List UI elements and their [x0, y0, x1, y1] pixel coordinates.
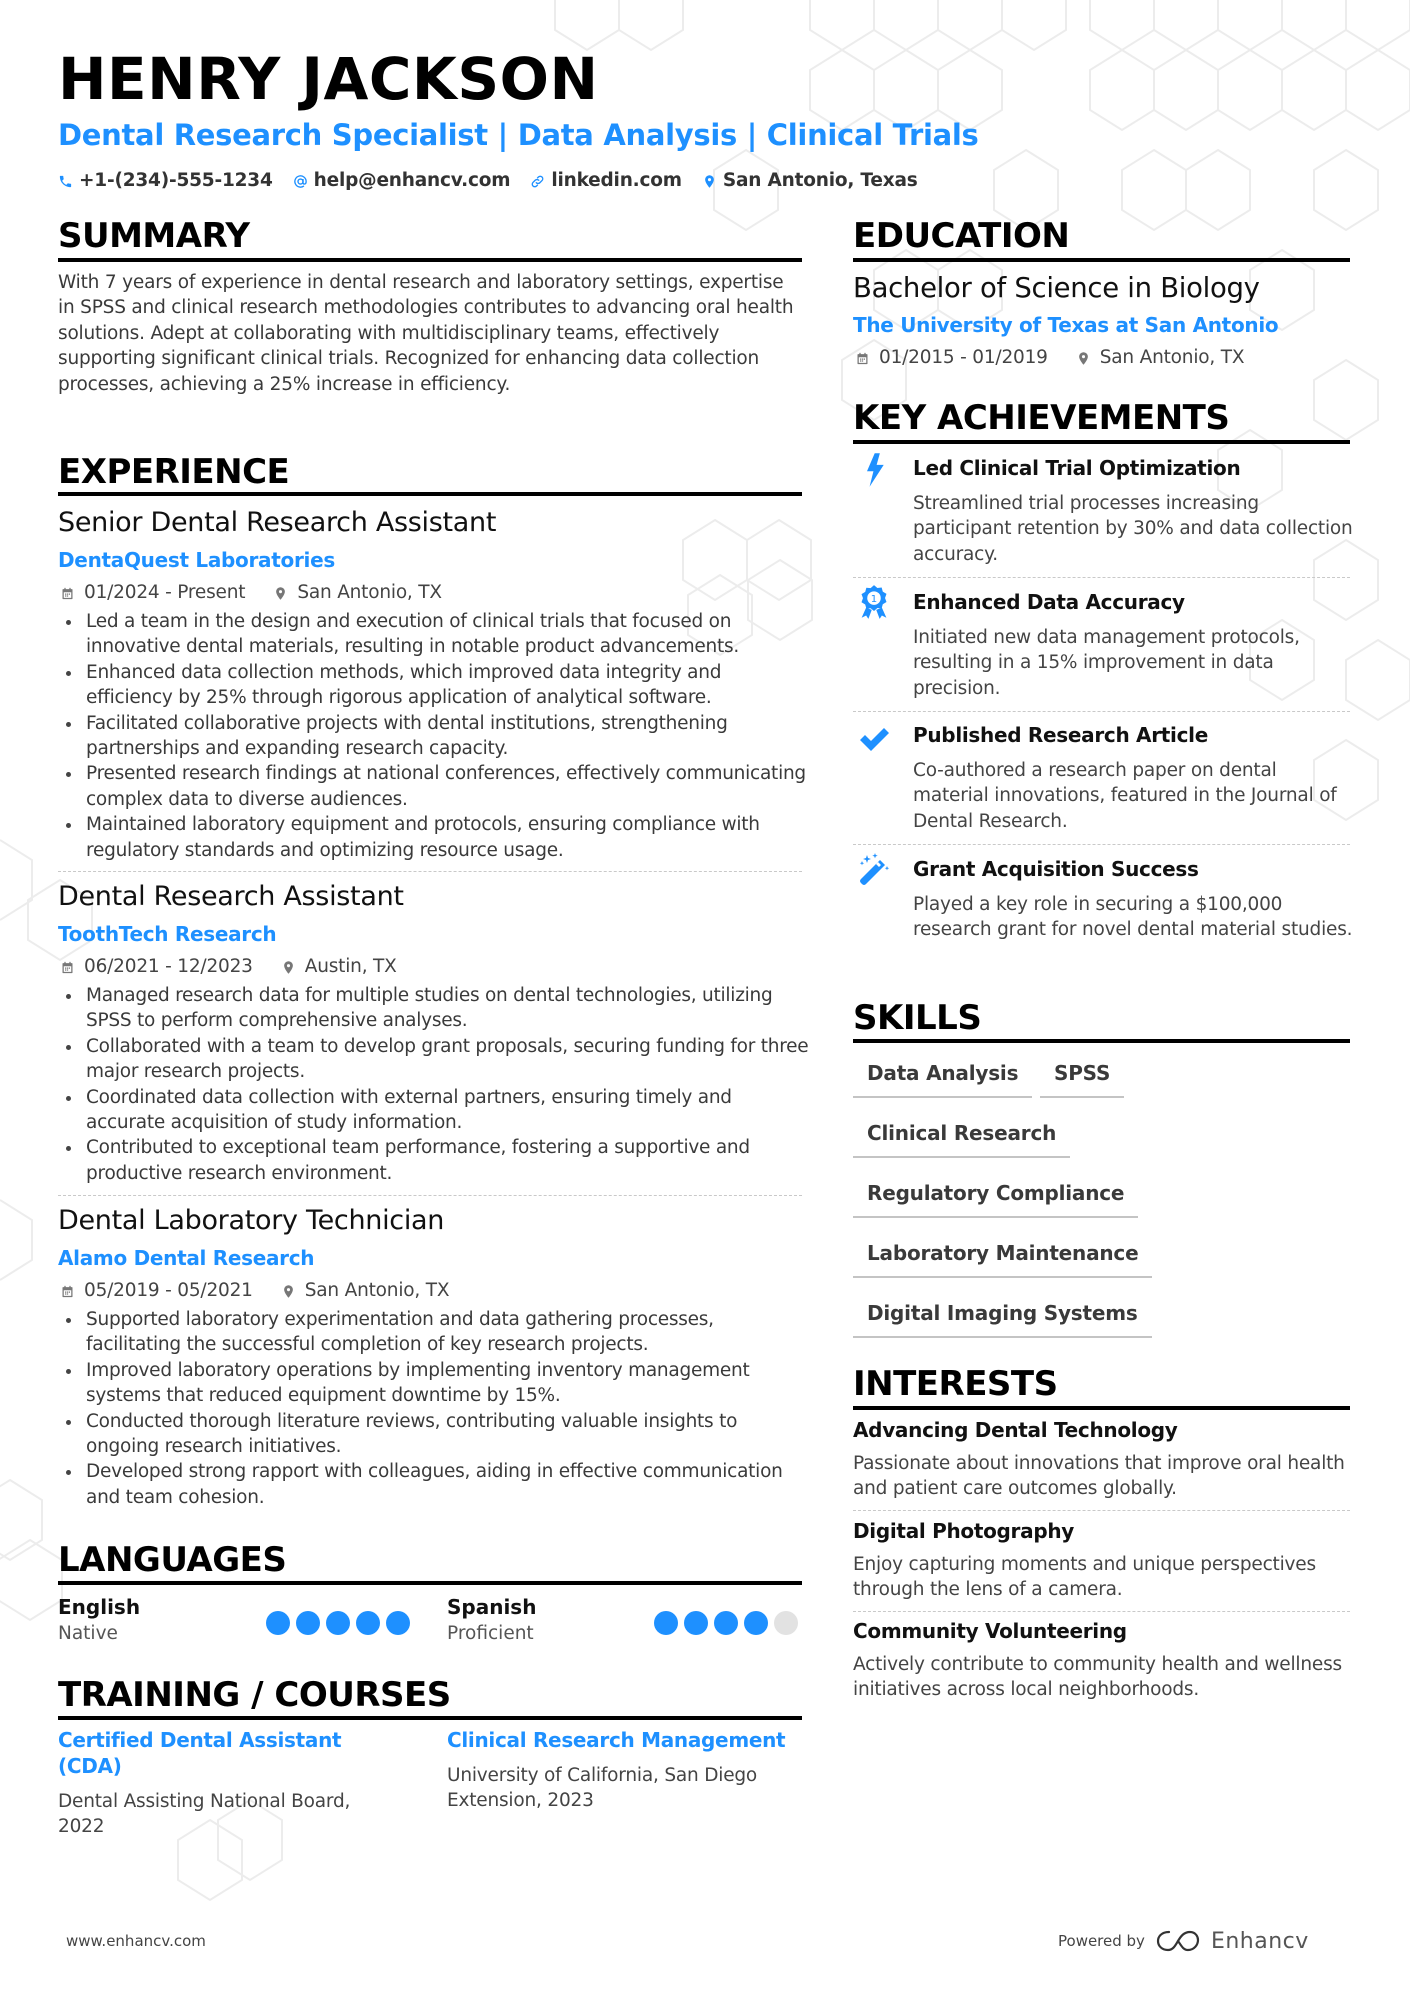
location-pin-icon [281, 1284, 296, 1299]
language-name: English [58, 1595, 141, 1619]
skill-tag: Regulatory Compliance [853, 1180, 1138, 1218]
entry-divider [853, 1611, 1350, 1612]
rating-dot-filled [386, 1611, 410, 1635]
section-rule [58, 1716, 802, 1720]
language-rating-spanish [654, 1611, 798, 1635]
entry-divider [58, 871, 802, 872]
section-heading-achievements: KEY ACHIEVEMENTS [853, 398, 1230, 438]
section-rule [853, 258, 1350, 262]
bullet-item: Supported laboratory experimentation and data gathering processes, facilitating the successful completion of key research projects. [58, 1307, 810, 1358]
bullet-item: Managed research data for multiple studies on dental technologies, utilizing SPSS to perform comprehensive analyses. [58, 983, 810, 1034]
entry-divider [853, 1510, 1350, 1511]
skill-tag: SPSS [1040, 1060, 1124, 1098]
interest-description: Actively contribute to community health and wellness initiatives across local neighborhoods. [853, 1654, 1342, 1701]
contact-phone[interactable]: +1-(234)-555-1234 [58, 168, 273, 194]
job-meta: 06/2021 - 12/2023 Austin, TX [60, 955, 397, 979]
location-pin-icon [273, 586, 288, 601]
interest-description: Enjoy capturing moments and unique perspectives through the lens of a camera. [853, 1554, 1316, 1601]
company-name: Alamo Dental Research [58, 1246, 315, 1270]
bullet-item: Conducted thorough literature reviews, contributing valuable insights to ongoing research initiatives. [58, 1409, 810, 1460]
footer-website-link[interactable]: www.enhancv.com [66, 1932, 206, 1950]
entry-divider [853, 711, 1350, 712]
section-heading-summary: SUMMARY [58, 216, 250, 256]
achievement-description: Streamlined trial processes increasing participant retention by 30% and data collection accuracy. [913, 493, 1353, 565]
svg-text:1: 1 [870, 594, 878, 605]
job-title: Dental Research Assistant [58, 881, 404, 912]
rating-dot-filled [744, 1611, 768, 1635]
course-source: Dental Assisting National Board, 2022 [58, 1791, 351, 1837]
achievement-title: Led Clinical Trial Optimization [913, 456, 1241, 480]
section-rule [853, 440, 1350, 444]
location-pin-icon [702, 174, 717, 189]
job-meta: 01/2024 - Present San Antonio, TX [60, 581, 442, 605]
bullet-item: Led a team in the design and execution of clinical trials that focused on innovative dental materials, resulting in notable product advancements. [58, 609, 810, 660]
education-meta: 01/2015 - 01/2019 San Antonio, TX [855, 346, 1244, 370]
job-bullets [58, 609, 810, 863]
candidate-name: HENRY JACKSON [58, 45, 599, 113]
bullet-item: Maintained laboratory equipment and protocols, ensuring compliance with regulatory standards and optimizing resource usage. [58, 812, 810, 863]
enhancv-logo-icon [1155, 1928, 1201, 1954]
language-name: Spanish [447, 1595, 537, 1619]
bullet-item: Collaborated with a team to develop grant proposals, securing funding for three major research projects. [58, 1034, 810, 1085]
job-title: Senior Dental Research Assistant [58, 507, 497, 538]
company-name: DentaQuest Laboratories [58, 548, 335, 572]
rating-dot-empty [774, 1611, 798, 1635]
rating-dot-filled [654, 1611, 678, 1635]
rating-dot-filled [356, 1611, 380, 1635]
contact-linkedin[interactable]: linkedin.com [530, 168, 682, 194]
entry-divider [58, 1195, 802, 1196]
language-level: Native [58, 1623, 118, 1644]
skill-tag: Data Analysis [853, 1060, 1032, 1098]
achievement-title: Enhanced Data Accuracy [913, 590, 1185, 614]
award-ribbon-icon [858, 584, 890, 620]
at-icon [293, 174, 308, 189]
section-rule [58, 492, 802, 496]
job-bullets [58, 1307, 810, 1510]
section-heading-skills: SKILLS [853, 998, 982, 1038]
section-rule [853, 1406, 1350, 1410]
interest-description: Passionate about innovations that improve oral health and patient care outcomes globally. [853, 1453, 1345, 1500]
interest-title: Digital Photography [853, 1519, 1075, 1543]
achievement-title: Published Research Article [913, 723, 1208, 747]
entry-divider [853, 844, 1350, 845]
rating-dot-filled [296, 1611, 320, 1635]
rating-dot-filled [684, 1611, 708, 1635]
section-heading-interests: INTERESTS [853, 1364, 1058, 1404]
location-pin-icon [1076, 351, 1091, 366]
candidate-title: Dental Research Specialist | Data Analysis | Clinical Trials [58, 118, 979, 152]
school-name: The University of Texas at San Antonio [853, 313, 1279, 337]
degree: Bachelor of Science in Biology [853, 272, 1260, 304]
job-meta: 05/2019 - 05/2021 San Antonio, TX [60, 1279, 449, 1303]
rating-dot-filled [714, 1611, 738, 1635]
calendar-icon [60, 960, 75, 975]
job-title: Dental Laboratory Technician [58, 1205, 445, 1236]
section-heading-languages: LANGUAGES [58, 1540, 287, 1580]
interest-title: Community Volunteering [853, 1619, 1127, 1643]
achievement-description: Initiated new data management protocols, resulting in a 15% improvement in data precision. [913, 627, 1300, 699]
skill-tag: Digital Imaging Systems [853, 1300, 1152, 1338]
phone-icon [58, 174, 73, 189]
skill-tag: Clinical Research [853, 1120, 1070, 1158]
location-pin-icon [281, 960, 296, 975]
lightning-bolt-icon [860, 452, 892, 488]
achievement-title: Grant Acquisition Success [913, 857, 1199, 881]
company-name: ToothTech Research [58, 922, 277, 946]
section-heading-experience: EXPERIENCE [58, 452, 290, 492]
calendar-icon [855, 351, 870, 366]
section-rule [58, 1581, 802, 1585]
entry-divider [853, 577, 1350, 578]
calendar-icon [60, 586, 75, 601]
bullet-item: Presented research findings at national conferences, effectively communicating complex data to diverse audiences. [58, 761, 810, 812]
checkmark-icon [858, 722, 890, 758]
bullet-item: Contributed to exceptional team performance, fostering a supportive and productive research environment. [58, 1135, 810, 1186]
job-bullets [58, 983, 810, 1186]
language-rating-english [266, 1611, 410, 1635]
skill-tag: Laboratory Maintenance [853, 1240, 1152, 1278]
section-heading-education: EDUCATION [853, 216, 1070, 256]
magic-wand-icon [858, 852, 890, 888]
contact-location: San Antonio, Texas [702, 168, 918, 194]
contact-email[interactable]: help@enhancv.com [293, 168, 511, 194]
interest-title: Advancing Dental Technology [853, 1418, 1178, 1442]
course-title: Clinical Research Management [447, 1728, 786, 1752]
section-rule [58, 258, 802, 262]
achievement-description: Co-authored a research paper on dental material innovations, featured in the Journal of Dental Research. [913, 760, 1337, 832]
brand-name: Enhancv [1210, 1928, 1309, 1954]
rating-dot-filled [326, 1611, 350, 1635]
section-heading-training: TRAINING / COURSES [58, 1675, 451, 1715]
bullet-item: Facilitated collaborative projects with dental institutions, strengthening partnerships and expanding research capacity. [58, 711, 810, 762]
bullet-item: Improved laboratory operations by implementing inventory management systems that reduced equipment downtime by 15%. [58, 1358, 810, 1409]
link-icon [530, 174, 545, 189]
summary-text: With 7 years of experience in dental research and laboratory settings, expertise in SPSS and clinical research methodologies contributes to advancing oral health solutions. Adept at collaborating with multidisciplinary teams, effectively supporting significant clinical trials. Recognized for enhancing data collection processes, achieving a 25% increase in efficiency. [58, 272, 794, 395]
section-rule [853, 1039, 1350, 1043]
course-source: University of California, San Diego Extension, 2023 [447, 1765, 758, 1811]
powered-by-label: Powered by [1058, 1932, 1145, 1950]
bullet-item: Coordinated data collection with external partners, ensuring timely and accurate acquisition of study information. [58, 1085, 810, 1136]
contact-bar [58, 168, 918, 194]
rating-dot-filled [266, 1611, 290, 1635]
language-level: Proficient [447, 1623, 534, 1644]
footer-powered-by[interactable] [1058, 1928, 1309, 1954]
bullet-item: Developed strong rapport with colleagues, aiding in effective communication and team cohesion. [58, 1459, 810, 1510]
bullet-item: Enhanced data collection methods, which improved data integrity and efficiency by 25% through rigorous application of analytical software. [58, 660, 810, 711]
course-title: Certified Dental Assistant (CDA) [58, 1728, 342, 1778]
calendar-icon [60, 1284, 75, 1299]
achievement-description: Played a key role in securing a $100,000 research grant for novel dental material studies. [913, 894, 1353, 941]
